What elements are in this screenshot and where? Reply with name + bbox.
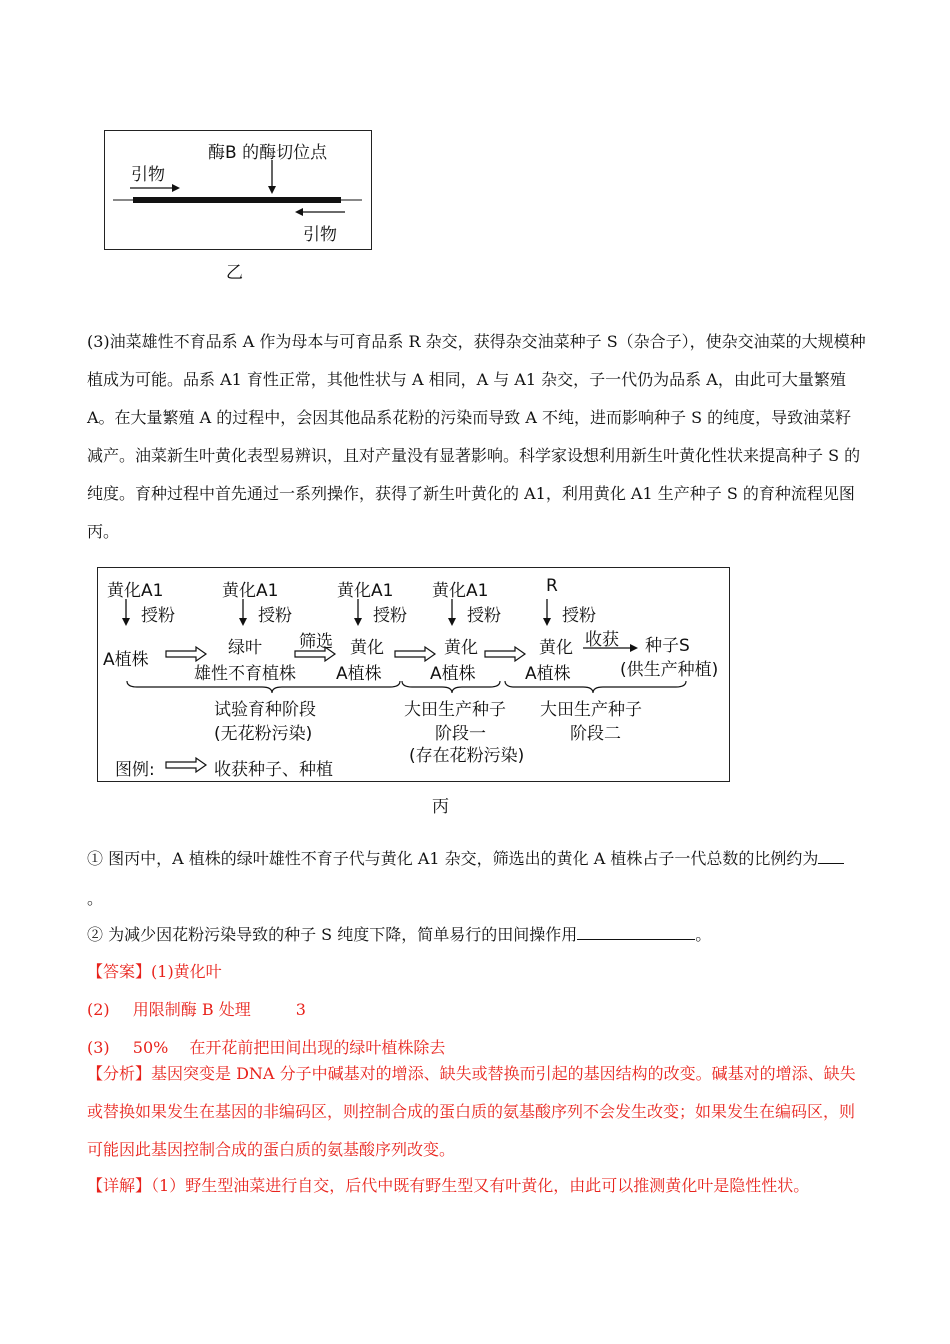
pollinate-5: 授粉 xyxy=(562,606,596,626)
top-label-4: 黄化A1 xyxy=(432,581,489,601)
answer-tag: 【答案】 xyxy=(87,962,152,981)
node-a-plant-3: A植株 xyxy=(525,664,571,684)
node-yellow-3: 黄化 xyxy=(539,638,573,658)
top-label-5: R xyxy=(546,576,558,596)
analysis-tag: 【分析】 xyxy=(87,1064,152,1083)
answer-line-1 xyxy=(87,959,222,982)
detail-tag: 【详解】 xyxy=(87,1176,152,1195)
node-a-plant-2: A植株 xyxy=(430,664,476,684)
node-yellow-1: 黄化 xyxy=(350,638,384,658)
sub-question-1 xyxy=(87,846,844,869)
node-for-production: (供生产种植) xyxy=(620,660,719,680)
pollinate-3: 授粉 xyxy=(373,606,407,626)
harvest-label: 收获 xyxy=(585,630,619,650)
answer-blank-2[interactable] xyxy=(577,925,695,940)
top-label-3: 黄化A1 xyxy=(337,581,394,601)
cut-site-label: 酶B 的酶切位点 xyxy=(208,143,328,163)
figure-bing-caption: 丙 xyxy=(432,797,449,817)
node-a-plant-1: A植株 xyxy=(336,664,382,684)
pollinate-4: 授粉 xyxy=(467,606,501,626)
legend-text: 收获种子、种植 xyxy=(214,760,333,780)
stage-2-line2: 阶段一 xyxy=(435,724,486,744)
figure-yi-caption: 乙 xyxy=(226,263,243,283)
primer-top-label: 引物 xyxy=(131,165,165,185)
answer-2-text: 用限制酶 B 处理 xyxy=(132,1000,251,1019)
node-male-sterile: 雄性不育植株 xyxy=(194,664,296,684)
sub-question-2 xyxy=(87,922,711,945)
answer-line-2 xyxy=(87,997,306,1020)
stage-1-label: 试验育种阶段 xyxy=(214,700,316,720)
node-yellow-2: 黄化 xyxy=(444,638,478,658)
sub-question-2-end: 。 xyxy=(695,925,712,944)
detail-line xyxy=(87,1173,809,1196)
sub-question-2-text: ② 为减少因花粉污染导致的种子 S 纯度下降，简单易行的田间操作用 xyxy=(87,925,578,944)
detail-text: （1）野生型油菜进行自交，后代中既有野生型又有叶黄化，由此可以推测黄化叶是隐性性状。 xyxy=(151,1176,810,1195)
answer-3-num: (3) xyxy=(87,1038,110,1057)
stage-2-note: (存在花粉污染) xyxy=(409,746,525,766)
question-3-text: (3)油菜雄性不育品系 A 作为母本与可育品系 R 杂交，获得杂交油菜种子 S（杂合子），使杂交油菜的大规模种植成为可能。品系 A1 育性正常，其他性状与 A 相同，A 与 A1 杂交，子一代仍为品系 A，由此可大量繁殖 A。在大量繁殖 A 的过程中，会因其他品系花粉的污染而导致 A 不纯，进而影响种子 S 的纯度，导致油菜籽减产。油菜新生叶黄化表型易辨识，且对产量没有显著影响。科学家设想利用新生叶黄化性状来提高种子 S 的纯度。育种过程中首先通过一系列操作，获得了新生叶黄化的 A1，利用黄化 A1 生产种子 S 的育种流程见图丙。 xyxy=(87,332,866,541)
stage-1-note: (无花粉污染) xyxy=(214,724,313,744)
node-seed-s: 种子S xyxy=(645,636,690,656)
answer-3-text: 在开花前把田间出现的绿叶植株除去 xyxy=(189,1038,446,1057)
stage-3-line2: 阶段二 xyxy=(570,724,621,744)
answer-2-value: 3 xyxy=(295,1000,306,1019)
analysis-block xyxy=(87,1055,867,1169)
node-a-plant: A植株 xyxy=(103,650,149,670)
legend-label: 图例: xyxy=(115,760,155,780)
answer-blank-1[interactable] xyxy=(818,849,844,864)
answer-2-num: (2) xyxy=(87,1000,110,1019)
answer-3-percent: 50% xyxy=(132,1038,169,1057)
pollinate-2: 授粉 xyxy=(258,606,292,626)
sub-question-1-end: 。 xyxy=(87,889,104,908)
node-green-leaf: 绿叶 xyxy=(228,638,262,658)
primer-bottom-label: 引物 xyxy=(303,225,337,245)
pollinate-1: 授粉 xyxy=(141,606,175,626)
screen-label: 筛选 xyxy=(299,632,333,652)
answer-1: (1)黄化叶 xyxy=(151,962,222,981)
top-label-2: 黄化A1 xyxy=(222,581,279,601)
top-label-1: 黄化A1 xyxy=(107,581,164,601)
stage-2-line1: 大田生产种子 xyxy=(404,700,506,720)
sub-question-1-text: ① 图丙中，A 植株的绿叶雄性不育子代与黄化 A1 杂交，筛选出的黄化 A 植株占子一代总数的比例约为 xyxy=(87,849,819,868)
stage-3-line1: 大田生产种子 xyxy=(540,700,642,720)
analysis-text: 基因突变是 DNA 分子中碱基对的增添、缺失或替换而引起的基因结构的改变。碱基对的增添、缺失或替换如果发生在基因的非编码区，则控制合成的蛋白质的氨基酸序列不会发生改变；如果发生在编码区，则可能因此基因控制合成的蛋白质的氨基酸序列改变。 xyxy=(87,1064,856,1159)
